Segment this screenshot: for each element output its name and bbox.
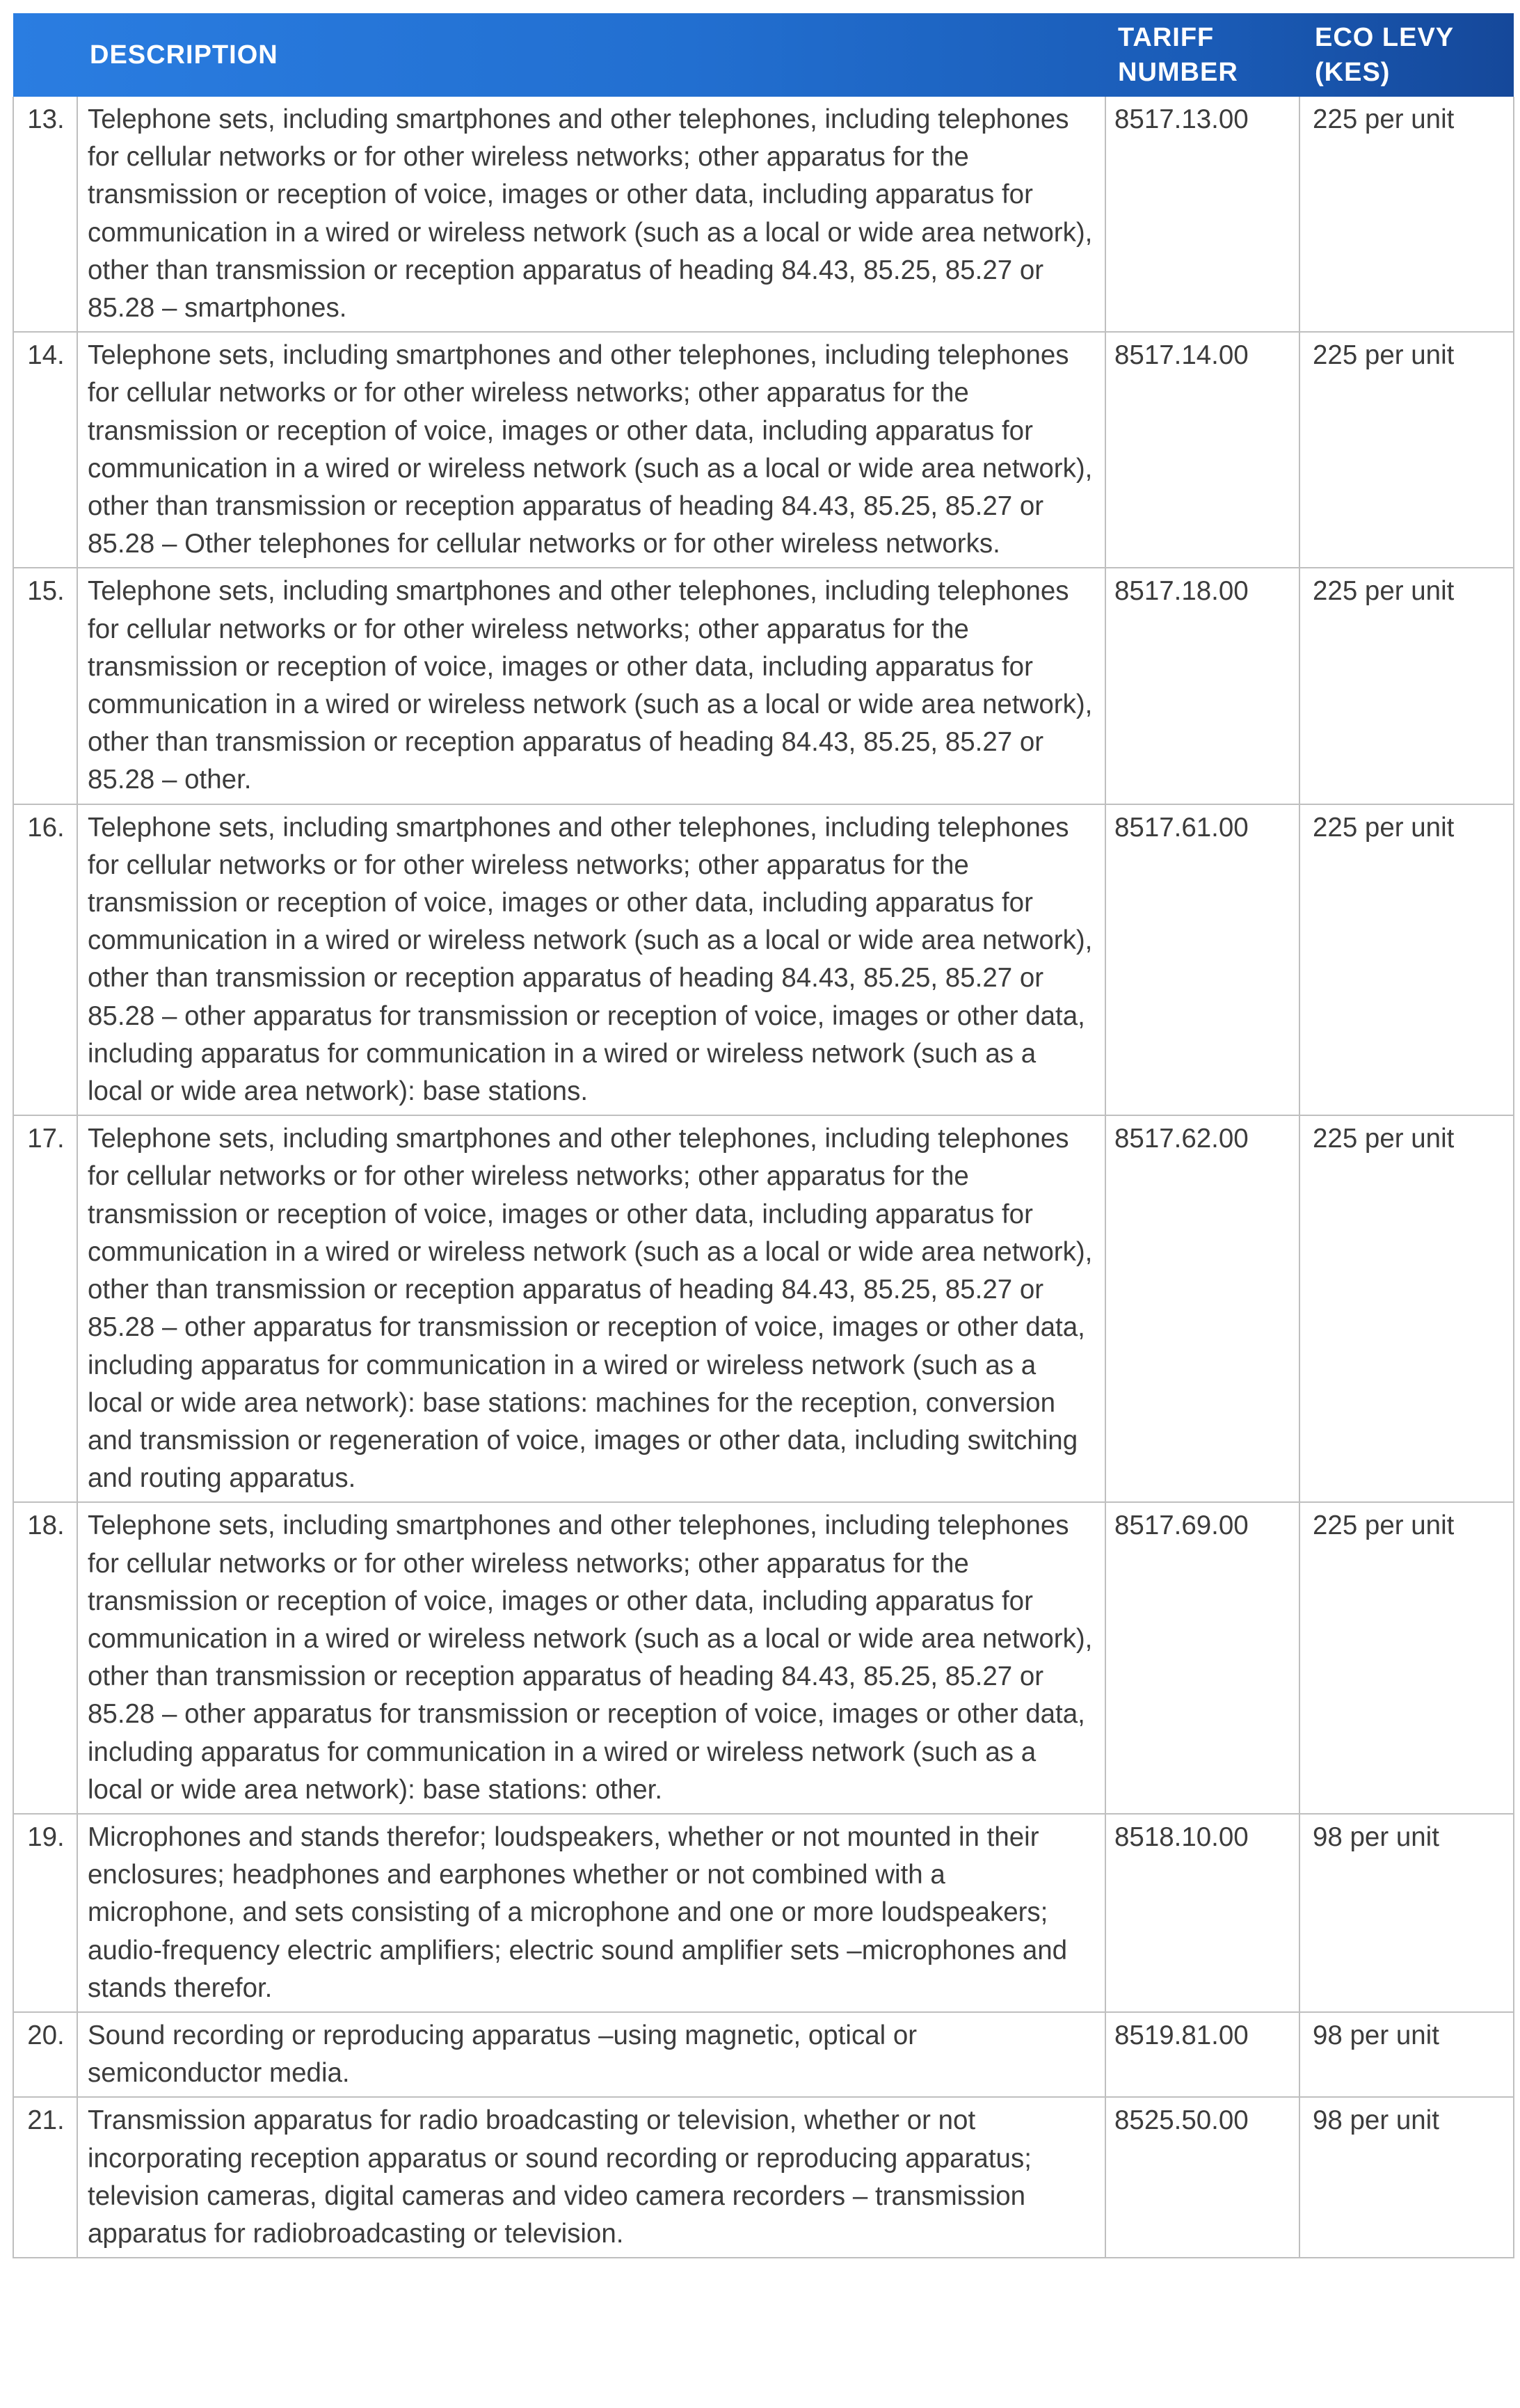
row-description: Telephone sets, including smartphones and other telephones, including telephones for cellular networks or for other wireless networks; other apparatus for the transmission or reception of voice, images or other data, including apparatus for communication in a wired or wireless network (such as a local or wide area network), other than transmission or reception apparatus of heading 84.43, 85.25, 85.27 or 85.28 – other. bbox=[77, 568, 1105, 804]
row-number: 21. bbox=[13, 2097, 77, 2258]
header-row bbox=[13, 13, 1514, 97]
row-number: 16. bbox=[13, 804, 77, 1116]
row-eco-levy: 225 per unit bbox=[1299, 568, 1514, 804]
row-eco-levy: 225 per unit bbox=[1299, 1115, 1514, 1502]
table-row bbox=[13, 332, 1514, 568]
header-number bbox=[13, 13, 77, 97]
header-tariff-line1: TARIFF bbox=[1118, 23, 1215, 52]
row-description: Transmission apparatus for radio broadcasting or television, whether or not incorporating reception apparatus or sound recording or reproducing apparatus; television cameras, digital cameras and video camera recorders – transmission apparatus for radiobroadcasting or television. bbox=[77, 2097, 1105, 2258]
row-description: Telephone sets, including smartphones and other telephones, including telephones for cellular networks or for other wireless networks; other apparatus for the transmission or reception of voice, images or other data, including apparatus for communication in a wired or wireless network (such as a local or wide area network), other than transmission or reception apparatus of heading 84.43, 85.25, 85.27 or 85.28 – other apparatus for transmission or reception of voice, images or other data, including apparatus for communication in a wired or wireless network (such as a local or wide area network): base stations. bbox=[77, 804, 1105, 1116]
row-tariff-number: 8517.13.00 bbox=[1105, 97, 1299, 332]
row-number: 15. bbox=[13, 568, 77, 804]
table-row bbox=[13, 1115, 1514, 1502]
row-eco-levy: 225 per unit bbox=[1299, 97, 1514, 332]
table-row bbox=[13, 1502, 1514, 1814]
table-row bbox=[13, 97, 1514, 332]
row-eco-levy: 225 per unit bbox=[1299, 804, 1514, 1116]
header-description bbox=[77, 13, 1105, 97]
table-row bbox=[13, 568, 1514, 804]
row-tariff-number: 8517.69.00 bbox=[1105, 1502, 1299, 1814]
row-description: Sound recording or reproducing apparatus –using magnetic, optical or semiconductor media. bbox=[77, 2012, 1105, 2097]
header-tariff-line2: NUMBER bbox=[1118, 58, 1238, 87]
header-description-label: DESCRIPTION bbox=[90, 40, 278, 70]
table-row bbox=[13, 2097, 1514, 2258]
header-levy-line2: (KES) bbox=[1315, 58, 1391, 87]
table-header bbox=[13, 13, 1514, 97]
table-row bbox=[13, 1814, 1514, 2012]
row-description: Telephone sets, including smartphones and other telephones, including telephones for cellular networks or for other wireless networks; other apparatus for the transmission or reception of voice, images or other data, including apparatus for communication in a wired or wireless network (such as a local or wide area network), other than transmission or reception apparatus of heading 84.43, 85.25, 85.27 or 85.28 – Other telephones for cellular networks or for other wireless networks. bbox=[77, 332, 1105, 568]
table-row bbox=[13, 804, 1514, 1116]
row-eco-levy: 225 per unit bbox=[1299, 1502, 1514, 1814]
row-number: 19. bbox=[13, 1814, 77, 2012]
row-tariff-number: 8517.62.00 bbox=[1105, 1115, 1299, 1502]
row-tariff-number: 8517.61.00 bbox=[1105, 804, 1299, 1116]
header-levy-line1: ECO LEVY bbox=[1315, 23, 1455, 52]
row-eco-levy: 98 per unit bbox=[1299, 1814, 1514, 2012]
row-eco-levy: 98 per unit bbox=[1299, 2012, 1514, 2097]
row-number: 17. bbox=[13, 1115, 77, 1502]
row-description: Telephone sets, including smartphones and other telephones, including telephones for cellular networks or for other wireless networks; other apparatus for the transmission or reception of voice, images or other data, including apparatus for communication in a wired or wireless network (such as a local or wide area network), other than transmission or reception apparatus of heading 84.43, 85.25, 85.27 or 85.28 – other apparatus for transmission or reception of voice, images or other data, including apparatus for communication in a wired or wireless network (such as a local or wide area network): base stations: other. bbox=[77, 1502, 1105, 1814]
row-description: Microphones and stands therefor; loudspeakers, whether or not mounted in their enclosures; headphones and earphones whether or not combined with a microphone, and sets consisting of a microphone and one or more loudspeakers; audio-frequency electric amplifiers; electric sound amplifier sets –microphones and stands therefor. bbox=[77, 1814, 1105, 2012]
row-tariff-number: 8525.50.00 bbox=[1105, 2097, 1299, 2258]
table-row bbox=[13, 2012, 1514, 2097]
row-tariff-number: 8519.81.00 bbox=[1105, 2012, 1299, 2097]
row-description: Telephone sets, including smartphones and other telephones, including telephones for cellular networks or for other wireless networks; other apparatus for the transmission or reception of voice, images or other data, including apparatus for communication in a wired or wireless network (such as a local or wide area network), other than transmission or reception apparatus of heading 84.43, 85.25, 85.27 or 85.28 – other apparatus for transmission or reception of voice, images or other data, including apparatus for communication in a wired or wireless network (such as a local or wide area network): base stations: machines for the reception, conversion and transmission or regeneration of voice, images or other data, including switching and routing apparatus. bbox=[77, 1115, 1105, 1502]
eco-levy-table bbox=[13, 13, 1514, 2258]
header-eco-levy bbox=[1299, 13, 1514, 97]
row-number: 18. bbox=[13, 1502, 77, 1814]
row-description: Telephone sets, including smartphones and other telephones, including telephones for cellular networks or for other wireless networks; other apparatus for the transmission or reception of voice, images or other data, including apparatus for communication in a wired or wireless network (such as a local or wide area network), other than transmission or reception apparatus of heading 84.43, 85.25, 85.27 or 85.28 – smartphones. bbox=[77, 97, 1105, 332]
row-tariff-number: 8517.18.00 bbox=[1105, 568, 1299, 804]
table-body bbox=[13, 97, 1514, 2258]
row-number: 13. bbox=[13, 97, 77, 332]
row-tariff-number: 8517.14.00 bbox=[1105, 332, 1299, 568]
header-tariff-number bbox=[1105, 13, 1299, 97]
row-number: 20. bbox=[13, 2012, 77, 2097]
row-eco-levy: 225 per unit bbox=[1299, 332, 1514, 568]
row-tariff-number: 8518.10.00 bbox=[1105, 1814, 1299, 2012]
row-number: 14. bbox=[13, 332, 77, 568]
row-eco-levy: 98 per unit bbox=[1299, 2097, 1514, 2258]
